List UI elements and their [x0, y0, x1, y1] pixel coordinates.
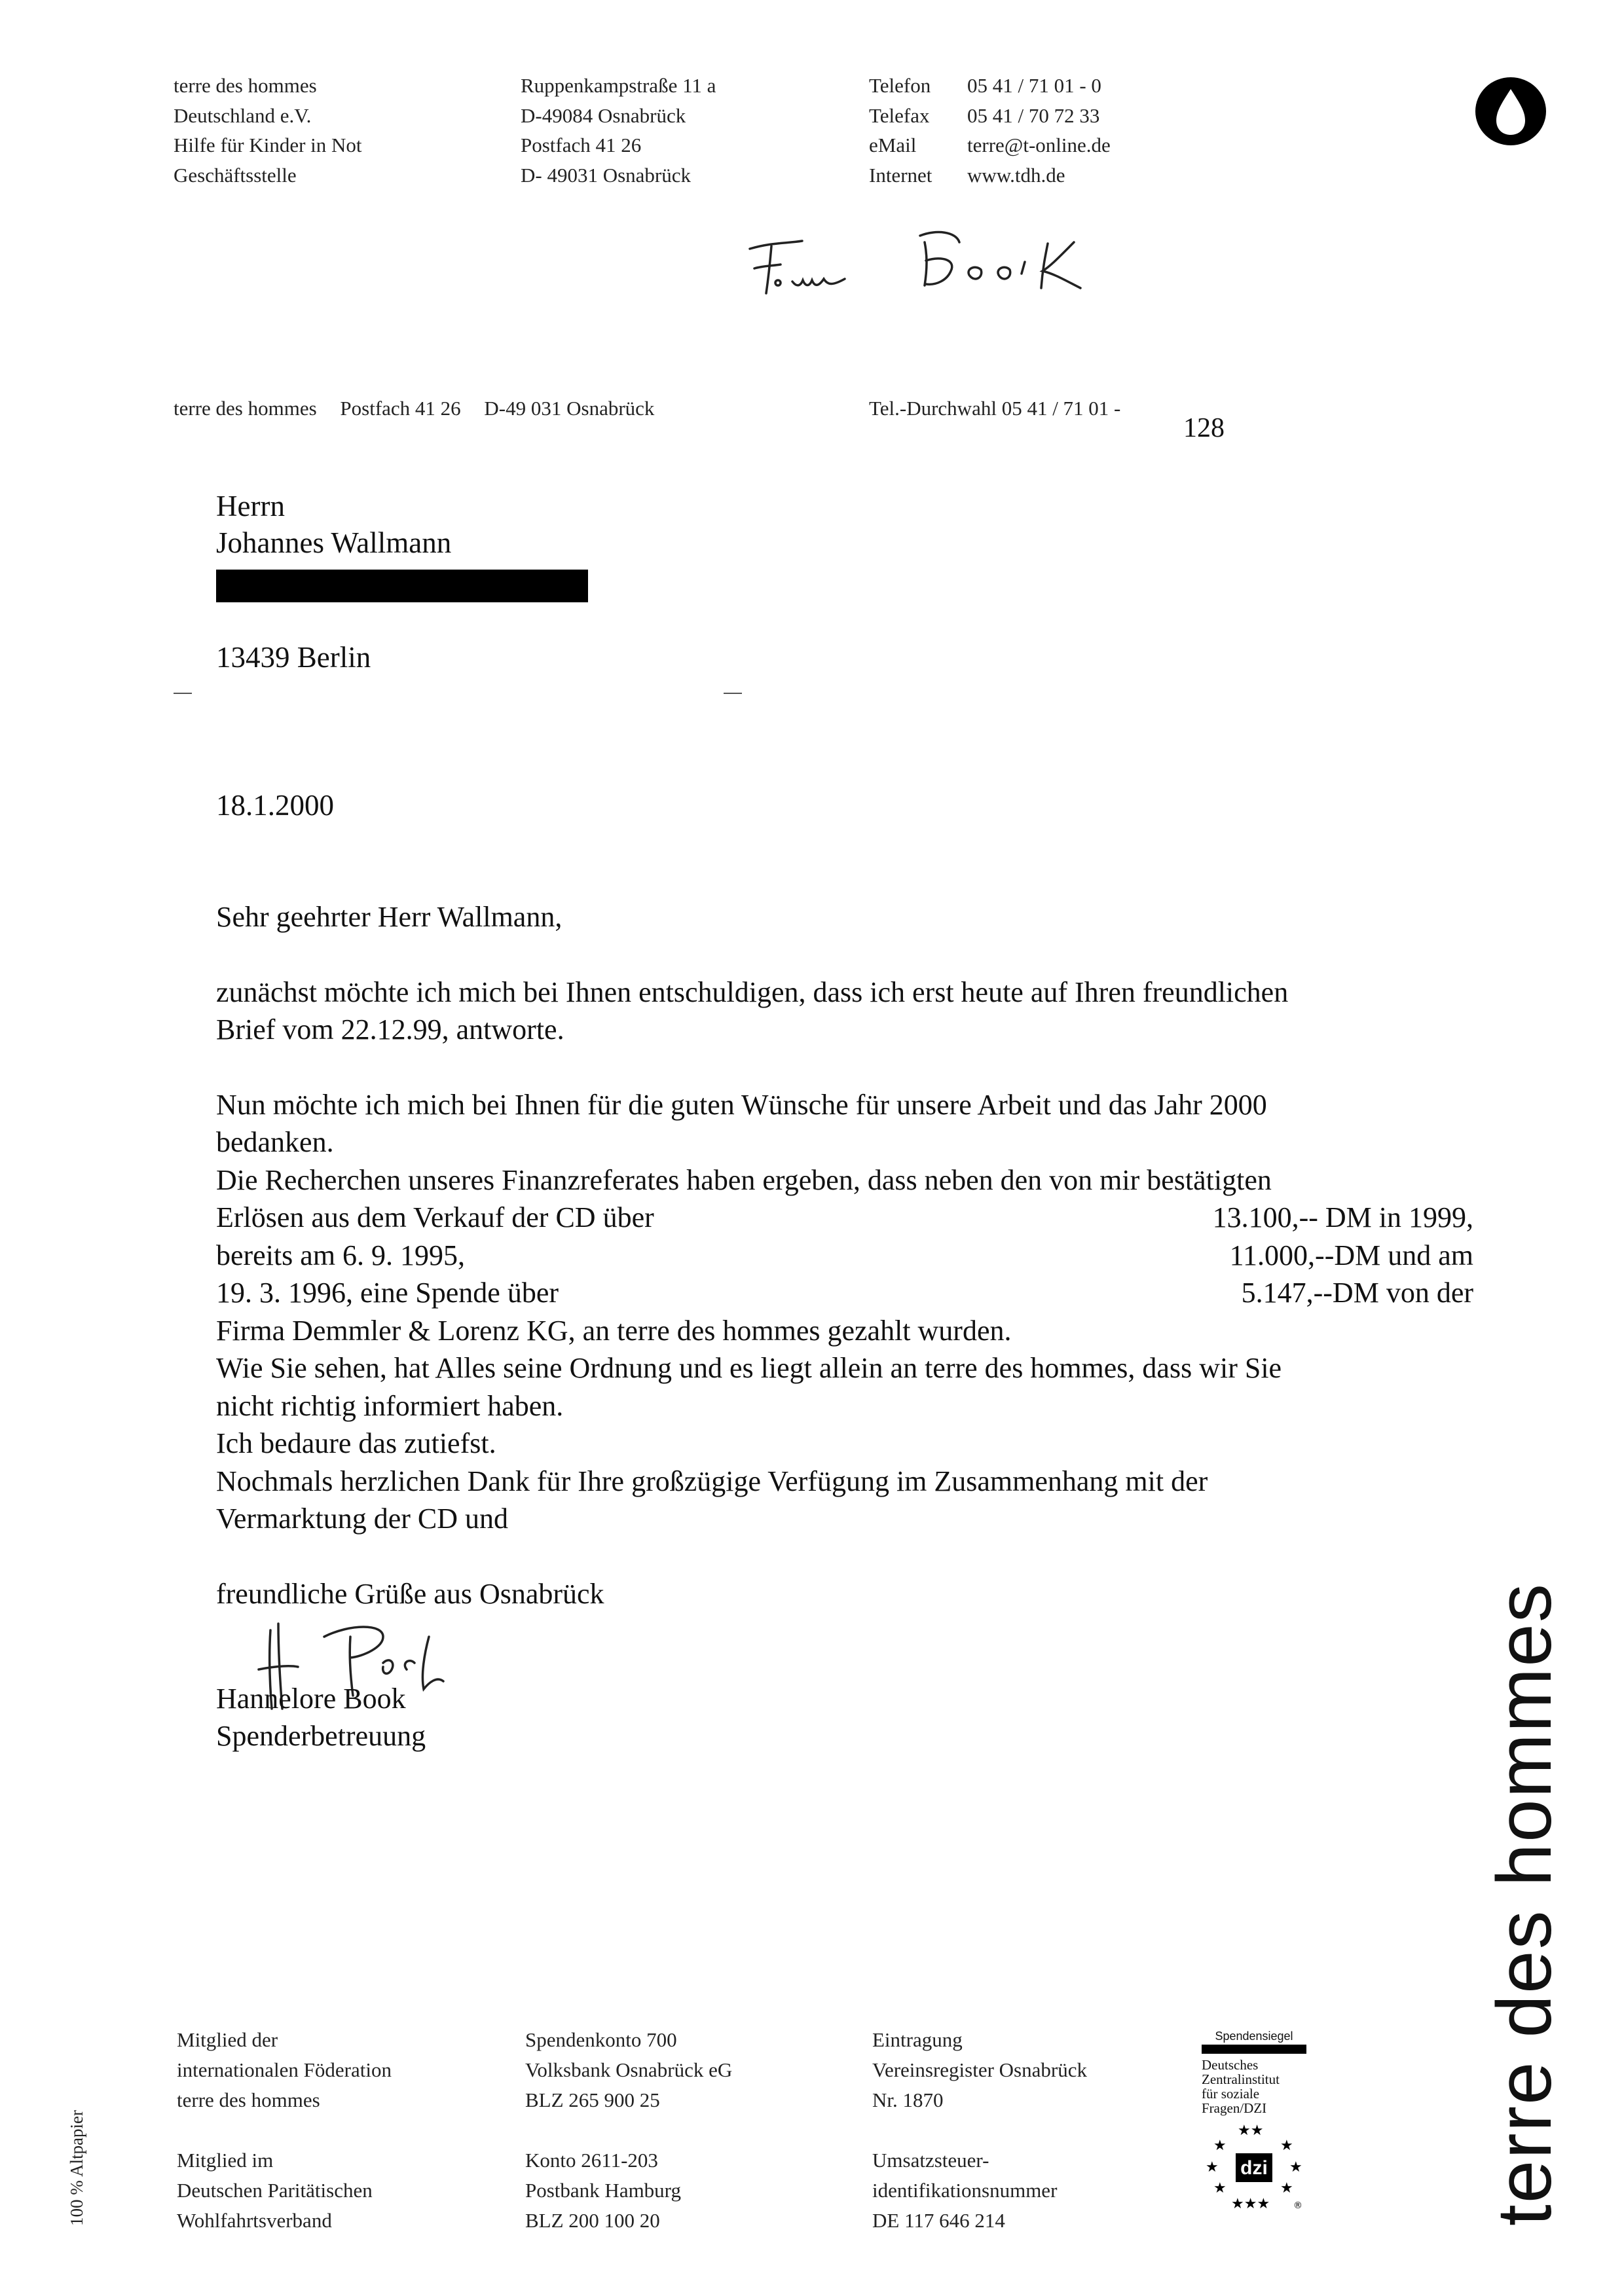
- amount-row: [216, 1199, 1473, 1237]
- contact-fax: [869, 101, 1111, 131]
- letter-date: 18.1.2000: [216, 789, 334, 822]
- paragraph-main: [216, 1086, 1473, 1538]
- seal-text: [1202, 2058, 1306, 2115]
- return-city: D-49 031 Osnabrück: [484, 397, 655, 420]
- handwritten-note-icon: [740, 223, 1107, 308]
- seal-line: Zentralinstitut: [1202, 2071, 1280, 2087]
- contact-label: Internet: [869, 163, 932, 187]
- svg-text:★: ★: [1206, 2159, 1219, 2176]
- address-line: Postfach 41 26: [521, 134, 642, 156]
- amount-value: 5.147,--DM von der: [1241, 1277, 1473, 1309]
- address-line: D-49084 Osnabrück: [521, 103, 686, 127]
- contact-value: 05 41 / 71 01 - 0: [967, 74, 1101, 97]
- contact-internet: [869, 160, 1111, 191]
- org-line: Hilfe für Kinder in Not: [174, 134, 362, 156]
- contact-label: Telefax: [869, 103, 930, 127]
- footer-line: Postbank Hamburg: [525, 2179, 681, 2202]
- footer-line: identifikationsnummer: [872, 2179, 1058, 2202]
- footer-line: Konto 2611-203: [525, 2149, 658, 2172]
- text-line: Firma Demmler & Lorenz KG, an terre des hommes gezahlt wurden.: [216, 1314, 1012, 1347]
- footer-line: internationalen Föderation: [177, 2058, 392, 2081]
- footer-line: Deutschen Paritätischen: [177, 2179, 373, 2202]
- redaction-bar: [216, 570, 588, 602]
- org-line: terre des hommes: [174, 74, 317, 97]
- footer-line: Nr. 1870: [872, 2088, 944, 2111]
- text-line: Vermarktung der CD und: [216, 1503, 509, 1535]
- svg-text:★: ★: [1280, 2138, 1293, 2154]
- closing: freundliche Grüße aus Osnabrück: [216, 1577, 604, 1610]
- return-org: terre des hommes: [174, 397, 317, 420]
- svg-text:dzi: dzi: [1240, 2157, 1268, 2179]
- svg-text:★: ★: [1289, 2159, 1302, 2176]
- contact-email: [869, 130, 1111, 160]
- address-line: Ruppenkampstraße 11 a: [521, 74, 716, 97]
- contact-label: Telefon: [869, 74, 931, 97]
- return-address: [174, 397, 673, 420]
- footer-membership-2: [177, 2145, 373, 2236]
- org-block: [174, 71, 362, 190]
- paper-note: 100 % Altpapier: [67, 2110, 86, 2226]
- address-line: D- 49031 Osnabrück: [521, 163, 692, 187]
- fold-mark: [724, 693, 742, 694]
- letter-body: [216, 898, 1473, 1650]
- svg-text:★: ★: [1213, 2138, 1227, 2154]
- footer-line: Eintragung: [872, 2028, 963, 2051]
- text-line: zunächst möchte ich mich bei Ihnen entschuldigen, dass ich erst heute auf Ihren freundlichen: [216, 975, 1289, 1008]
- fold-mark: [174, 693, 192, 694]
- text-line: Wie Sie sehen, hat Alles seine Ordnung und es liegt allein an terre des hommes, dass wir Sie: [216, 1352, 1282, 1384]
- footer-bank-2: [525, 2145, 681, 2236]
- footer-line: Vereinsregister Osnabrück: [872, 2058, 1087, 2081]
- contact-block: [869, 71, 1111, 190]
- recipient-city: 13439 Berlin: [216, 641, 371, 674]
- footer-line: Mitglied im: [177, 2149, 274, 2172]
- footer-line: terre des hommes: [177, 2088, 320, 2111]
- amount-value: 11.000,--DM und am: [1229, 1239, 1473, 1271]
- brand-vertical: terre des hommes: [1481, 1582, 1568, 2226]
- amount-desc: Erlösen aus dem Verkauf der CD über: [216, 1201, 654, 1233]
- svg-text:★: ★: [1280, 2180, 1293, 2196]
- text-line: Brief vom 22.12.99, antworte.: [216, 1013, 564, 1046]
- text-line: Nochmals herzlichen Dank für Ihre großzügige Verfügung im Zusammenhang mit der: [216, 1465, 1208, 1497]
- contact-value: terre@t-online.de: [967, 134, 1111, 156]
- amount-row: [216, 1237, 1473, 1275]
- seal-title: Spendensiegel: [1202, 2030, 1306, 2054]
- footer-line: Spendenkonto 700: [525, 2028, 677, 2051]
- amount-row: [216, 1274, 1473, 1312]
- text-line: Nun möchte ich mich bei Ihnen für die guten Wünsche für unsere Arbeit und das Jahr 2000: [216, 1088, 1267, 1121]
- contact-value: www.tdh.de: [967, 163, 1065, 187]
- paragraph-apology: [216, 974, 1473, 1049]
- seal-line: Deutsches: [1202, 2057, 1259, 2073]
- footer-tax: [872, 2145, 1057, 2236]
- footer-line: Volksbank Osnabrück eG: [525, 2058, 733, 2081]
- signer-name: Hannelore Book: [216, 1683, 406, 1715]
- footer-membership: [177, 2025, 392, 2115]
- footer-bank-1: [525, 2025, 732, 2115]
- address-block: [521, 71, 716, 190]
- recipient-name: Johannes Wallmann: [216, 526, 452, 559]
- org-line: Geschäftsstelle: [174, 163, 297, 187]
- svg-text:★★★: ★★★: [1231, 2196, 1270, 2212]
- text-line: nicht richtig informiert haben.: [216, 1389, 564, 1422]
- footer-line: Umsatzsteuer-: [872, 2149, 989, 2172]
- text-line: Die Recherchen unseres Finanzreferates haben ergeben, dass neben den von mir bestätigten: [216, 1163, 1272, 1196]
- recipient-salutation: Herrn: [216, 490, 285, 522]
- return-tel: Tel.-Durchwahl 05 41 / 71 01 -: [869, 397, 1121, 420]
- tdh-logo-icon: [1470, 71, 1552, 149]
- extension-number: 128: [1183, 413, 1225, 443]
- text-line: bedanken.: [216, 1126, 334, 1158]
- footer-line: BLZ 265 900 25: [525, 2088, 660, 2111]
- footer-line: DE 117 646 214: [872, 2209, 1005, 2232]
- contact-label: eMail: [869, 134, 917, 156]
- dzi-seal: [1202, 2030, 1306, 2215]
- org-line: Deutschland e.V.: [174, 103, 312, 127]
- footer-line: Mitglied der: [177, 2028, 278, 2051]
- footer-line: Wohlfahrtsverband: [177, 2209, 332, 2232]
- greeting: Sehr geehrter Herr Wallmann,: [216, 901, 563, 933]
- dzi-star-seal-icon: [1202, 2121, 1306, 2212]
- contact-phone: [869, 71, 1111, 101]
- amount-value: 13.100,-- DM in 1999,: [1212, 1201, 1473, 1233]
- amount-desc: bereits am 6. 9. 1995,: [216, 1239, 466, 1271]
- svg-text:®: ®: [1293, 2200, 1302, 2211]
- amount-desc: 19. 3. 1996, eine Spende über: [216, 1277, 559, 1309]
- signer-role: Spenderbetreuung: [216, 1720, 426, 1752]
- footer-line: BLZ 200 100 20: [525, 2209, 660, 2232]
- svg-text:★★: ★★: [1238, 2123, 1264, 2139]
- contact-value: 05 41 / 70 72 33: [967, 103, 1100, 127]
- seal-line: für soziale: [1202, 2086, 1260, 2102]
- return-pobox: Postfach 41 26: [340, 397, 461, 420]
- footer-register: [872, 2025, 1087, 2115]
- svg-text:★: ★: [1213, 2180, 1227, 2196]
- text-line: Ich bedaure das zutiefst.: [216, 1427, 496, 1459]
- seal-line: Fragen/DZI: [1202, 2100, 1267, 2116]
